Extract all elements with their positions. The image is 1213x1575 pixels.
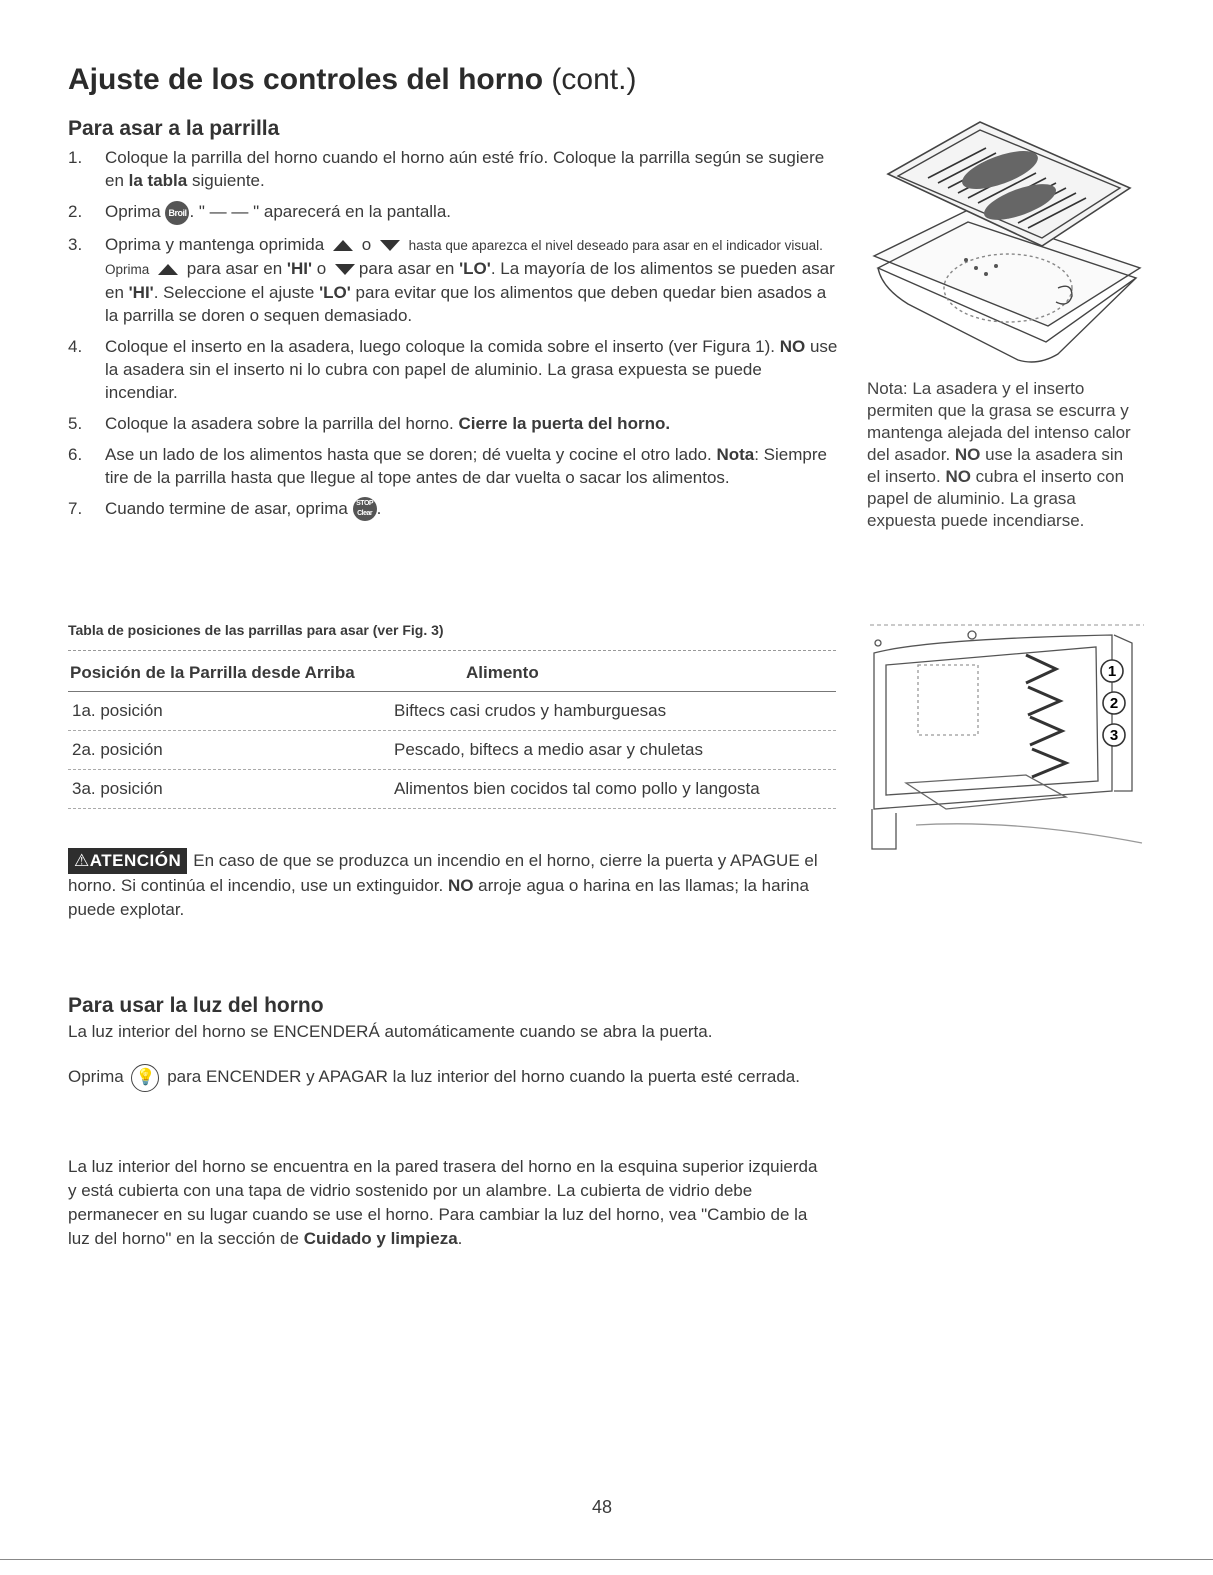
broil-button-icon: Broil: [165, 201, 189, 225]
table-header: [68, 650, 836, 692]
rack-label-3: 3: [1109, 727, 1119, 744]
header-food: Alimento: [466, 663, 539, 682]
table-row: 2a. posición Pescado, biftecs a medio asar y chuletas: [68, 731, 836, 770]
title-main: Ajuste de los controles del horno: [68, 63, 544, 96]
rack-position-table: [68, 650, 836, 809]
pan-note: Nota: La asadera y el inserto permiten que la grasa se escurra y mantenga alejada del intenso calor del asador. NO use la asadera sin el inserto. NO cubra el inserto con papel de aluminio. La grasa expuesta puede incendiarse.: [867, 379, 1131, 530]
down-arrow-icon: [380, 240, 400, 251]
oven-rack-illustration: [866, 613, 1148, 861]
step-7: 7. Cuando termine de asar, oprima STOP Clear .: [68, 497, 838, 522]
step-2: 2. Oprima Broil . " — — " aparecerá en la pantalla.: [68, 200, 838, 225]
up-arrow-icon: [158, 264, 178, 275]
broil-steps: [68, 146, 838, 529]
broil-heading: Para asar a la parrilla: [68, 117, 280, 140]
attention-badge: ⚠ATENCIÓN: [68, 848, 187, 874]
down-arrow-icon: [335, 264, 355, 275]
header-position: Posición de la Parrilla desde Arriba: [70, 663, 355, 682]
stop-clear-button-icon: STOP Clear: [353, 497, 377, 521]
table-caption: Tabla de posiciones de las parrillas para asar (ver Fig. 3): [68, 622, 444, 638]
step-6: 6. Ase un lado de los alimentos hasta que se doren; dé vuelta y cocine el otro lado. Nota: Siempre tire de la parrilla hasta que llegue al tope antes de dar vuelta o sacar los alimentos.: [68, 444, 827, 487]
rack-label-1: 1: [1107, 663, 1117, 680]
table-row: 3a. posición Alimentos bien cocidos tal como pollo y langosta: [68, 770, 836, 809]
title-cont: (cont.): [551, 63, 637, 96]
light-bulb-icon: 💡: [131, 1064, 159, 1092]
step-3: 3. Oprima y mantenga oprimida o hasta que aparezca el nivel deseado para asar en el indicador visual. Oprima para asar en 'HI' o para asar en 'LO'. La mayoría de los alimentos se pueden asar en 'HI'. Seleccione el ajuste 'LO' para evitar que los alimentos que deben quedar bien asados a la parrilla se doren o sequen demasiado.: [68, 234, 835, 325]
step-5: 5. Coloque la asadera sobre la parrilla del horno. Cierre la puerta del horno.: [68, 413, 671, 433]
light-paragraph-2: Oprima 💡 para ENCENDER y APAGAR la luz interior del horno cuando la puerta esté cerrada.: [68, 1060, 828, 1094]
broiler-pan-illustration: [868, 118, 1146, 366]
page-title: [68, 62, 636, 98]
rack-label-2: 2: [1109, 695, 1119, 712]
step-4: 4. Coloque el inserto en la asadera, luego coloque la comida sobre el inserto (ver Figura 1). NO use la asadera sin el inserto ni lo cubra con papel de aluminio. La grasa expuesta se puede incendiar.: [68, 336, 838, 402]
page-number: 48: [592, 1497, 613, 1517]
table-row: 1a. posición Biftecs casi crudos y hamburguesas: [68, 692, 836, 731]
light-heading: Para usar la luz del horno: [68, 994, 324, 1017]
step-1: 1. Coloque la parrilla del horno cuando el horno aún esté frío. Coloque la parrilla según se sugiere en la tabla siguiente.: [68, 148, 825, 190]
footer-divider: [0, 1559, 1213, 1560]
light-paragraph-3: La luz interior del horno se encuentra en la pared trasera del horno en la esquina superior izquierda y está cubierta con una tapa de vidrio sostenido por un alambre. La cubierta de vidrio debe permanecer en su lugar cuando se use el horno. Para cambiar la luz del horno, vea "Cambio de la luz del horno" en la sección de Cuidado y limpieza.: [68, 1157, 818, 1248]
light-paragraph-1: La luz interior del horno se ENCENDERÁ automáticamente cuando se abra la puerta.: [68, 1022, 713, 1041]
fire-warning: ⚠ATENCIÓN En caso de que se produzca un incendio en el horno, cierre la puerta y APAGUE el horno. Si continúa el incendio, use un extinguidor. NO arroje agua o harina en las llamas; la harina puede explotar.: [68, 848, 838, 922]
up-arrow-icon: [333, 240, 353, 251]
